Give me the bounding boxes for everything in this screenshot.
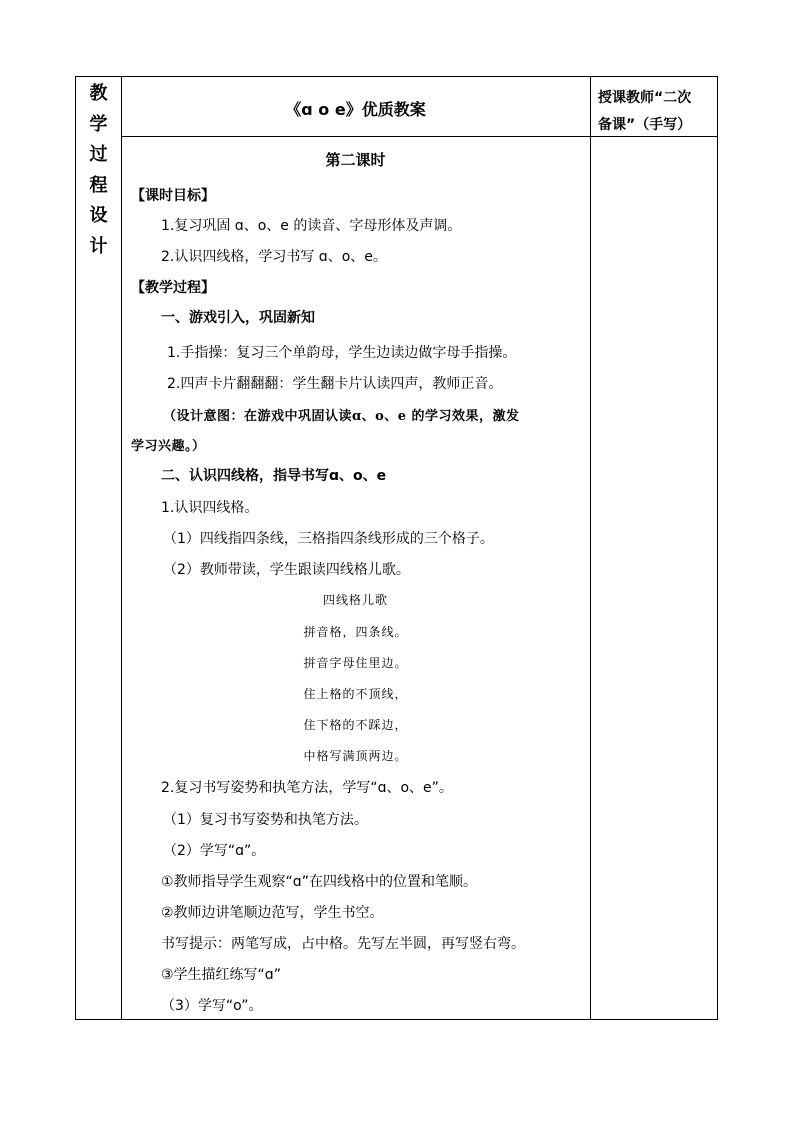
side-title-char: 过 [89,144,108,165]
teacher-note-line: 备课”（手写） [598,117,692,133]
lesson-title: 第二课时 [325,151,386,169]
step-item: ②教师边讲笔顺边范写，学生书空。 [161,905,384,921]
goal-item: 1.复习巩固 ɑ、o、e 的读音、字母形体及声调。 [161,218,462,234]
side-title [76,79,121,262]
poem-title: 四线格儿歌 [322,593,388,607]
goal-item: 2.认识四线格，学习书写 ɑ、o、e。 [161,249,387,265]
section1-item: 2.四声卡片翻翻翻：学生翻卡片认读四声，教师正音。 [167,376,503,392]
section2-item: 1.认识四线格。 [161,500,259,516]
design-intent-note-cont: 学习兴趣。） [131,439,206,454]
section2-subitem: （3）学写“o”。 [161,998,263,1014]
section2-heading: 二、认识四线格，指导书写ɑ、o、e [161,468,387,484]
lesson-plan-table [75,76,718,1020]
document-title: 《ɑ o e》优质教案 [285,100,426,119]
poem-line: 住下格的不踩边， [303,718,408,732]
section1-heading: 一、游戏引入，巩固新知 [161,310,315,326]
section2-item: 2.复习书写姿势和执笔方法，学写“ɑ、o、e”。 [161,780,453,796]
section2-subitem: （2）教师带读，学生跟读四线格儿歌。 [163,562,410,578]
process-heading: 【教学过程】 [131,280,215,296]
section1-item: 1.手指操：复习三个单韵母，学生边读边做字母手指操。 [167,345,517,361]
poem-line: 拼音格，四条线。 [303,625,408,639]
step-item: ③学生描红练写“ɑ” [161,967,281,983]
side-title-char: 设 [89,205,108,226]
step-item: ①教师指导学生观察“ɑ”在四线格中的位置和笔顺。 [161,874,477,890]
goals-heading: 【课时目标】 [131,188,215,204]
writing-tip: 书写提示：两笔写成，占中格。先写左半圆，再写竖右弯。 [161,936,525,952]
side-title-char: 计 [89,235,108,257]
poem-line: 住上格的不顶线， [303,687,408,701]
section2-subitem: （1）复习书写姿势和执笔方法。 [163,812,368,828]
teacher-note-line: 授课教师“二次 [598,90,692,106]
section2-subitem: （1）四线指四条线，三格指四条线形成的三个格子。 [163,531,494,547]
poem-line: 中格写满顶两边。 [303,749,408,763]
side-title-char: 教 [89,83,108,104]
poem-line: 拼音字母住里边。 [303,656,408,670]
side-title-char: 程 [89,174,108,196]
side-title-char: 学 [89,113,108,135]
design-intent-note: （设计意图：在游戏中巩固认读ɑ、o、e 的学习效果，激发 [163,409,520,424]
column-divider-right [590,77,591,1019]
teacher-note-header [598,85,714,139]
column-divider-left [121,77,122,1019]
section2-subitem: （2）学写“ɑ”。 [163,843,266,859]
